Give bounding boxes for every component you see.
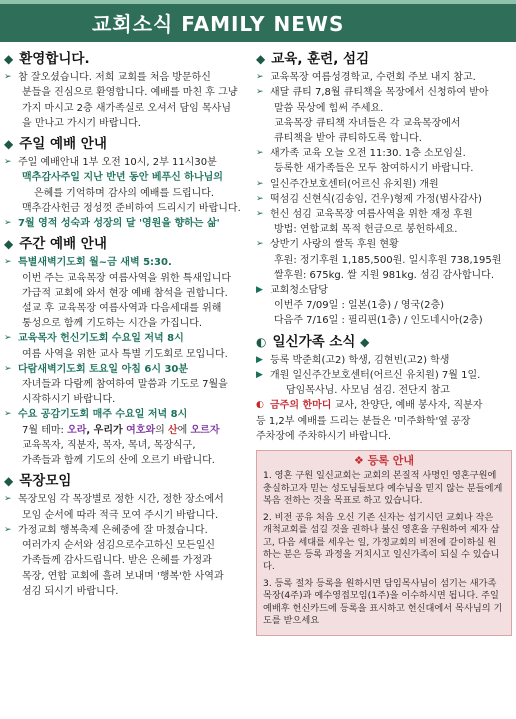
diamond-icon: ◆ <box>4 237 14 252</box>
list-item <box>4 255 246 270</box>
text: 일신주간보호센터(어르신 유치원) 개원 <box>270 178 439 190</box>
text: 을 만나고 가시기 바랍니다. <box>22 117 141 129</box>
text: 헌신 섬김 교육목장 여름사역을 위한 재정 후원 <box>270 209 473 221</box>
text: 금주의 한마디 <box>270 400 332 412</box>
diamond-icon: ◆ <box>4 474 14 489</box>
arrow-icon: ➢ <box>256 148 264 159</box>
registration-title: ❖ 등록 안내 <box>353 454 415 468</box>
half-circle-icon: ◐ <box>256 334 267 349</box>
text: 상반기 사랑의 쌀독 후원 현황 <box>270 239 399 251</box>
theme-line <box>4 423 246 438</box>
arrow-icon: ➢ <box>4 363 12 374</box>
arrow-icon: ▶ <box>256 370 263 381</box>
text: 자녀들과 다람께 참여하여 말씀과 기도로 7월을 <box>22 379 228 391</box>
arrow-icon: ➢ <box>4 333 12 344</box>
arrow-icon: ➢ <box>256 209 264 220</box>
text: 7월 테마: <box>22 424 68 436</box>
arrow-icon: ➢ <box>4 409 12 420</box>
section-title: 목장모임 <box>19 473 72 490</box>
text: 분들을 진심으로 환영합니다. 예배를 마친 후 그냥 <box>22 87 238 99</box>
text: 등록 박준희(고2) 학생, 김현빈(고2) 학생 <box>270 354 450 366</box>
page-header <box>0 0 516 42</box>
text: 교육목자, 직분자, 목자, 목녀, 목장식구, <box>22 439 196 451</box>
text: 주차장에 주차하시기 바랍니다. <box>256 430 392 442</box>
triangle-icon: ▶ <box>256 285 263 296</box>
arrow-icon: ▶ <box>256 354 263 365</box>
section-title: 교육, 훈련, 섬김 <box>271 51 370 67</box>
diamond-icon: ◆ <box>256 52 266 66</box>
text: 교회청소담당 <box>270 285 328 297</box>
text: 떡섬김 신현식(김송임, 건우)형제 가정(범사감사) <box>270 193 482 205</box>
text: 이번주 7/09일 : 일본(1층) / 영국(2층) <box>274 300 445 312</box>
registration-paragraph: 2. 비전 공유 처음 오신 기존 신자는 섬기시던 교회나 작은 개척교회를 섬길 것을 권하나 불신 영혼을 구원하여 제자 삼고, 다음 세대를 세우는 일, 가정교회의 비전에 같이하실 원하는 분은 등록 과정을 거치시고 일신가족이 되실 수 있습니다. <box>263 511 500 573</box>
text: 다음주 7/16일 : 필리핀(1층) / 인도네시아(2층) <box>274 315 483 327</box>
arrow-icon: ➢ <box>4 257 12 268</box>
text: 가지 마시고 2층 새가족실로 오셔서 담임 목사님 <box>22 102 231 114</box>
text: 쌀후원: 675kg. 쌀 지원 981kg. 섬김 감사합니다. <box>274 269 495 281</box>
section-title: 환영합니다. <box>19 51 90 67</box>
diamond-icon: ◆ <box>4 137 14 152</box>
text: 이번 주는 교육목장 여름사역을 위한 특새입니다 <box>22 272 232 284</box>
arrow-icon: ➢ <box>256 193 264 204</box>
text: 수요 공감기도회 매주 수요일 저녁 8시 <box>18 409 188 421</box>
list-item <box>256 192 512 207</box>
registration-box <box>256 450 512 636</box>
text: 특별새벽기도회 월~금 새벽 5:30. <box>18 257 172 269</box>
list-item <box>4 492 246 507</box>
text: 가족들과 함께 기도의 산에 오르기 바랍니다. <box>22 455 215 467</box>
text: 오르자 <box>190 424 220 436</box>
text: 가급적 교회에 와서 현장 예배 참석을 권합니다. <box>22 287 228 299</box>
text: 참 잘오셨습니다. 저희 교회를 처음 방문하신 <box>18 72 211 84</box>
section-welcome <box>4 52 246 67</box>
text: 목장모임 각 목장별로 정한 시간, 정한 장소에서 <box>18 494 224 506</box>
text: 담임목사님. 사모님 섬김. 전단지 참고 <box>286 385 450 397</box>
section-edu <box>256 52 512 67</box>
registration-paragraph: 3. 등록 절차 등록을 원하시면 담임목사님이 섬기는 새가족목장(4주)과 예수영접모임(1주)을 이수하시면 됩니다. 주일예배후 헌신카드에 등록을 표시하고 헌신대에서 목사님의 기도를 받으세요 <box>263 577 503 626</box>
text: 모임 순서에 따라 적극 모여 주시기 바랍니다. <box>22 509 219 521</box>
text: 맥추감사주일 지난 반년 동안 베푸신 하나님의 <box>22 172 223 184</box>
text: 가족들께 감사드립니다. 받은 은혜를 가정과 <box>22 555 212 567</box>
arrow-icon: ➢ <box>4 524 12 535</box>
text: 새가족 교육 오늘 오전 11:30. 1층 소모임실. <box>270 148 466 160</box>
text: 후원: 정기후원 1,185,500원. 일시후원 738,195원 <box>274 254 502 266</box>
text: 여러가지 순서와 섬김으로수고하신 모든일신 <box>22 540 216 552</box>
text: 여호와 <box>126 424 156 436</box>
section-title: 일신가족 소식 <box>272 333 356 350</box>
text: 가정교회 행복축제 은혜중에 잘 마쳤습니다. <box>18 524 208 536</box>
list-item <box>256 177 512 192</box>
list-item <box>4 155 246 170</box>
text: 산 <box>167 424 178 436</box>
text: 설교 후 교육목장 여름사역과 다음세대를 위해 <box>22 303 222 315</box>
text: 통성으로 함께 기도하는 시간을 가집니다. <box>22 318 203 330</box>
arrow-icon: ➢ <box>4 72 12 83</box>
text: 큐티책을 받아 큐티하도록 합니다. <box>274 133 422 145</box>
section-title: 주일 예배 안내 <box>19 136 107 153</box>
registration-paragraph: 1. 영혼 구원 일신교회는 교회의 본질적 사명인 영혼구원에 충실하고자 믿는 성도님들보다 예수님을 믿지 않는 분들에게 복음 전하는 것을 목표로 하고 있습니다. <box>263 470 503 507</box>
text: 여름 사역을 위한 교사 특별 기도회로 모입니다. <box>22 348 228 360</box>
text: 개원 일신주간보호센터(어르신 유치원) 7월 1일. <box>270 370 481 382</box>
arrow-icon: ➢ <box>256 72 264 83</box>
arrow-icon: ➢ <box>4 157 12 168</box>
diamond-icon: ◆ <box>360 334 370 349</box>
list-item <box>256 283 512 298</box>
text: 새달 큐티 7,8월 큐티책을 목장에서 신청하여 받아 <box>270 87 489 99</box>
text: 의 <box>155 424 168 436</box>
text: 시작하시기 바랍니다. <box>22 394 116 406</box>
list-item <box>256 85 512 100</box>
text: 교육목장 큐티책 자녀들은 각 교육목장에서 <box>274 117 461 129</box>
text: , 우리가 <box>86 424 127 436</box>
text: 말씀 묵상에 힘써 주세요. <box>274 102 384 114</box>
list-item <box>256 398 512 413</box>
text: 교육목자 헌신기도회 수요일 저녁 8시 <box>18 333 184 345</box>
list-item <box>4 407 246 422</box>
section-title: 주간 예배 안내 <box>19 236 107 253</box>
list-item <box>256 368 512 383</box>
list-item <box>256 353 512 368</box>
list-item <box>4 362 246 377</box>
list-item <box>4 523 246 538</box>
list-item <box>4 331 246 346</box>
section-weekly <box>4 237 246 252</box>
text: 주일 예배안내 1부 오전 10시, 2부 11시30분 <box>18 157 217 169</box>
text: 교육목장 여름성경학교, 수련회 주보 내지 참고. <box>270 72 476 84</box>
text: 다람새벽기도회 토요일 아침 6시 30분 <box>18 363 189 375</box>
text: 맥추감사헌금 정성껏 준비하여 드리시기 바랍니다. <box>22 202 241 214</box>
section-mokjang <box>4 474 246 489</box>
arrow-icon: ➢ <box>256 239 264 250</box>
text: 목장, 연합 교회에 흘려 보내며 '행복'한 사역과 <box>22 570 224 582</box>
text: 등록한 새가족들은 모두 참여하시기 바랍니다. <box>274 163 474 175</box>
text: 은혜를 기억하며 감사의 예배를 드립니다. <box>34 187 215 199</box>
header-stripe <box>0 0 516 4</box>
left-column <box>4 46 246 599</box>
text: 7월 영적 성숙과 성장의 달 '영원을 향하는 삶' <box>18 218 220 230</box>
half-circle-icon: ◐ <box>256 400 264 411</box>
list-item <box>256 146 512 161</box>
list-item <box>4 70 246 85</box>
diamond-icon: ◆ <box>4 52 14 66</box>
text: 방법: 연합교회 목적 헌금으로 봉헌하세요. <box>274 224 458 236</box>
list-item <box>4 216 246 231</box>
text: 오라 <box>67 424 87 436</box>
text: 섬김 되시기 바랍니다. <box>22 585 119 597</box>
arrow-icon: ➢ <box>4 218 12 229</box>
arrow-icon: ➢ <box>256 87 264 98</box>
arrow-icon: ➢ <box>4 494 12 505</box>
text: 에 <box>177 424 191 436</box>
list-item <box>256 237 512 252</box>
list-item <box>256 70 512 85</box>
list-item <box>256 207 512 222</box>
text: 교사, 찬양단, 예배 봉사자, 직분자 <box>331 400 483 412</box>
page-title: 교회소식 FAMILY NEWS <box>92 12 345 36</box>
right-column <box>256 46 512 636</box>
section-worship <box>4 137 246 152</box>
text: 등 1,2부 예배를 드리는 분들은 '미주화학'옆 공장 <box>256 415 471 427</box>
section-family <box>256 335 512 350</box>
arrow-icon: ➢ <box>256 178 264 189</box>
